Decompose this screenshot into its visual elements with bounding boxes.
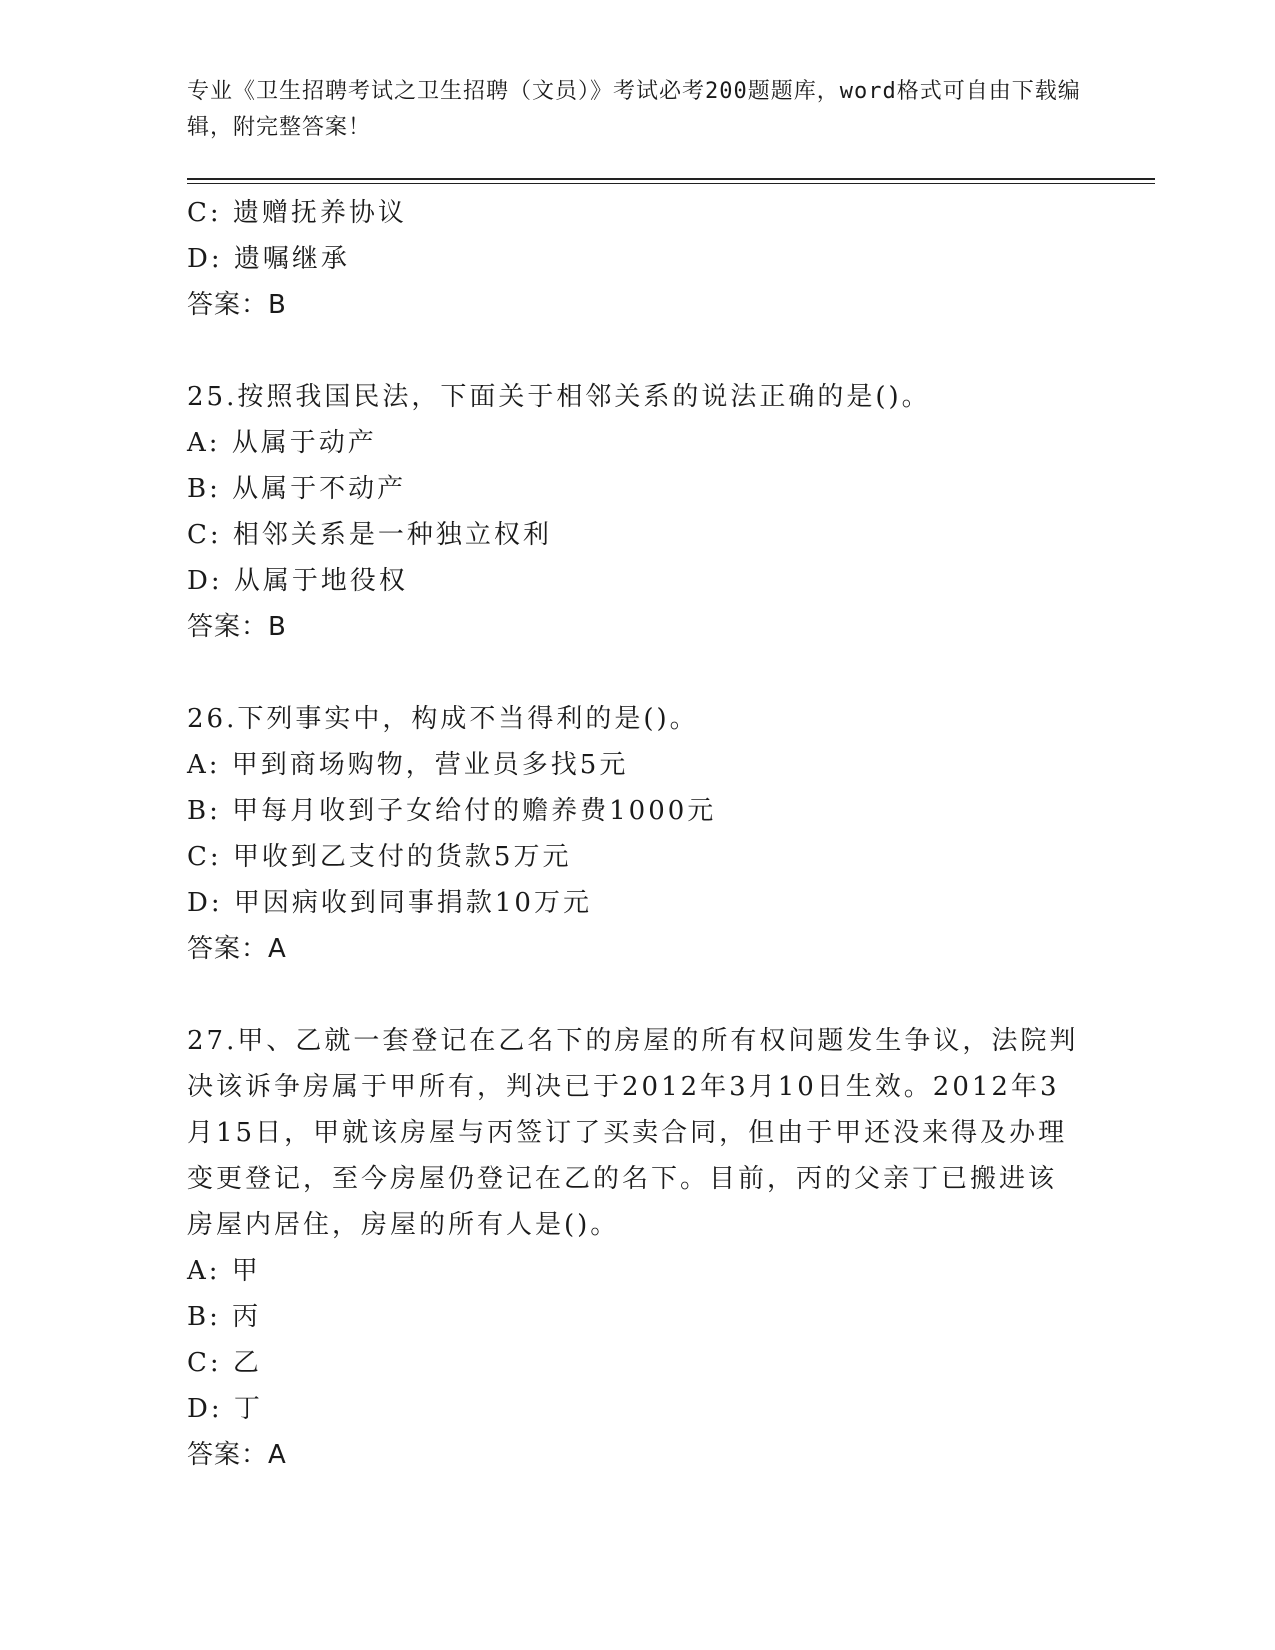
option-d: D: 丁 (187, 1394, 263, 1424)
answer-line: 答案：B (187, 612, 287, 642)
option-a: A: 甲 (187, 1256, 261, 1286)
option-b: B: 丙 (187, 1302, 262, 1332)
question-stem-line: 27.甲、乙就一套登记在乙名下的房屋的所有权问题发生争议，法院判 (187, 1026, 1079, 1056)
option-c: C: 甲收到乙支付的货款5万元 (187, 842, 572, 872)
question-stem-line: 变更登记，至今房屋仍登记在乙的名下。目前，丙的父亲丁已搬进该 (187, 1164, 1058, 1194)
option-d: D: 甲因病收到同事捐款10万元 (187, 888, 592, 918)
question-stem-line: 月15日，甲就该房屋与丙签订了买卖合同，但由于甲还没来得及办理 (187, 1118, 1068, 1148)
question-stem-line: 房屋内居住，房屋的所有人是()。 (187, 1210, 620, 1240)
option-c: C: 乙 (187, 1348, 262, 1378)
option-b: B: 甲每月收到子女给付的赡养费1000元 (187, 796, 717, 826)
document-page (187, 0, 1157, 1650)
document-header: 专业《卫生招聘考试之卫生招聘（文员）》考试必考200题题库，word格式可自由下载编辑，附完整答案！ (187, 79, 1081, 140)
option-c: C: 相邻关系是一种独立权利 (187, 520, 552, 550)
answer-line: 答案：A (187, 1440, 287, 1470)
question-stem-line: 决该诉争房属于甲所有，判决已于2012年3月10日生效。2012年3 (187, 1072, 1060, 1102)
header-divider (187, 178, 1155, 184)
option-d: D: 从属于地役权 (187, 566, 408, 596)
option-c: C: 遗赠抚养协议 (187, 198, 407, 228)
answer-line: 答案：B (187, 290, 287, 320)
option-b: B: 从属于不动产 (187, 474, 407, 504)
question-stem: 25.按照我国民法，下面关于相邻关系的说法正确的是()。 (187, 382, 931, 412)
answer-line: 答案：A (187, 934, 287, 964)
option-a: A: 从属于动产 (187, 428, 377, 458)
question-list (187, 190, 1087, 1478)
option-d: D: 遗嘱继承 (187, 244, 350, 274)
option-a: A: 甲到商场购物，营业员多找5元 (187, 750, 629, 780)
question-stem: 26.下列事实中，构成不当得利的是()。 (187, 704, 699, 734)
